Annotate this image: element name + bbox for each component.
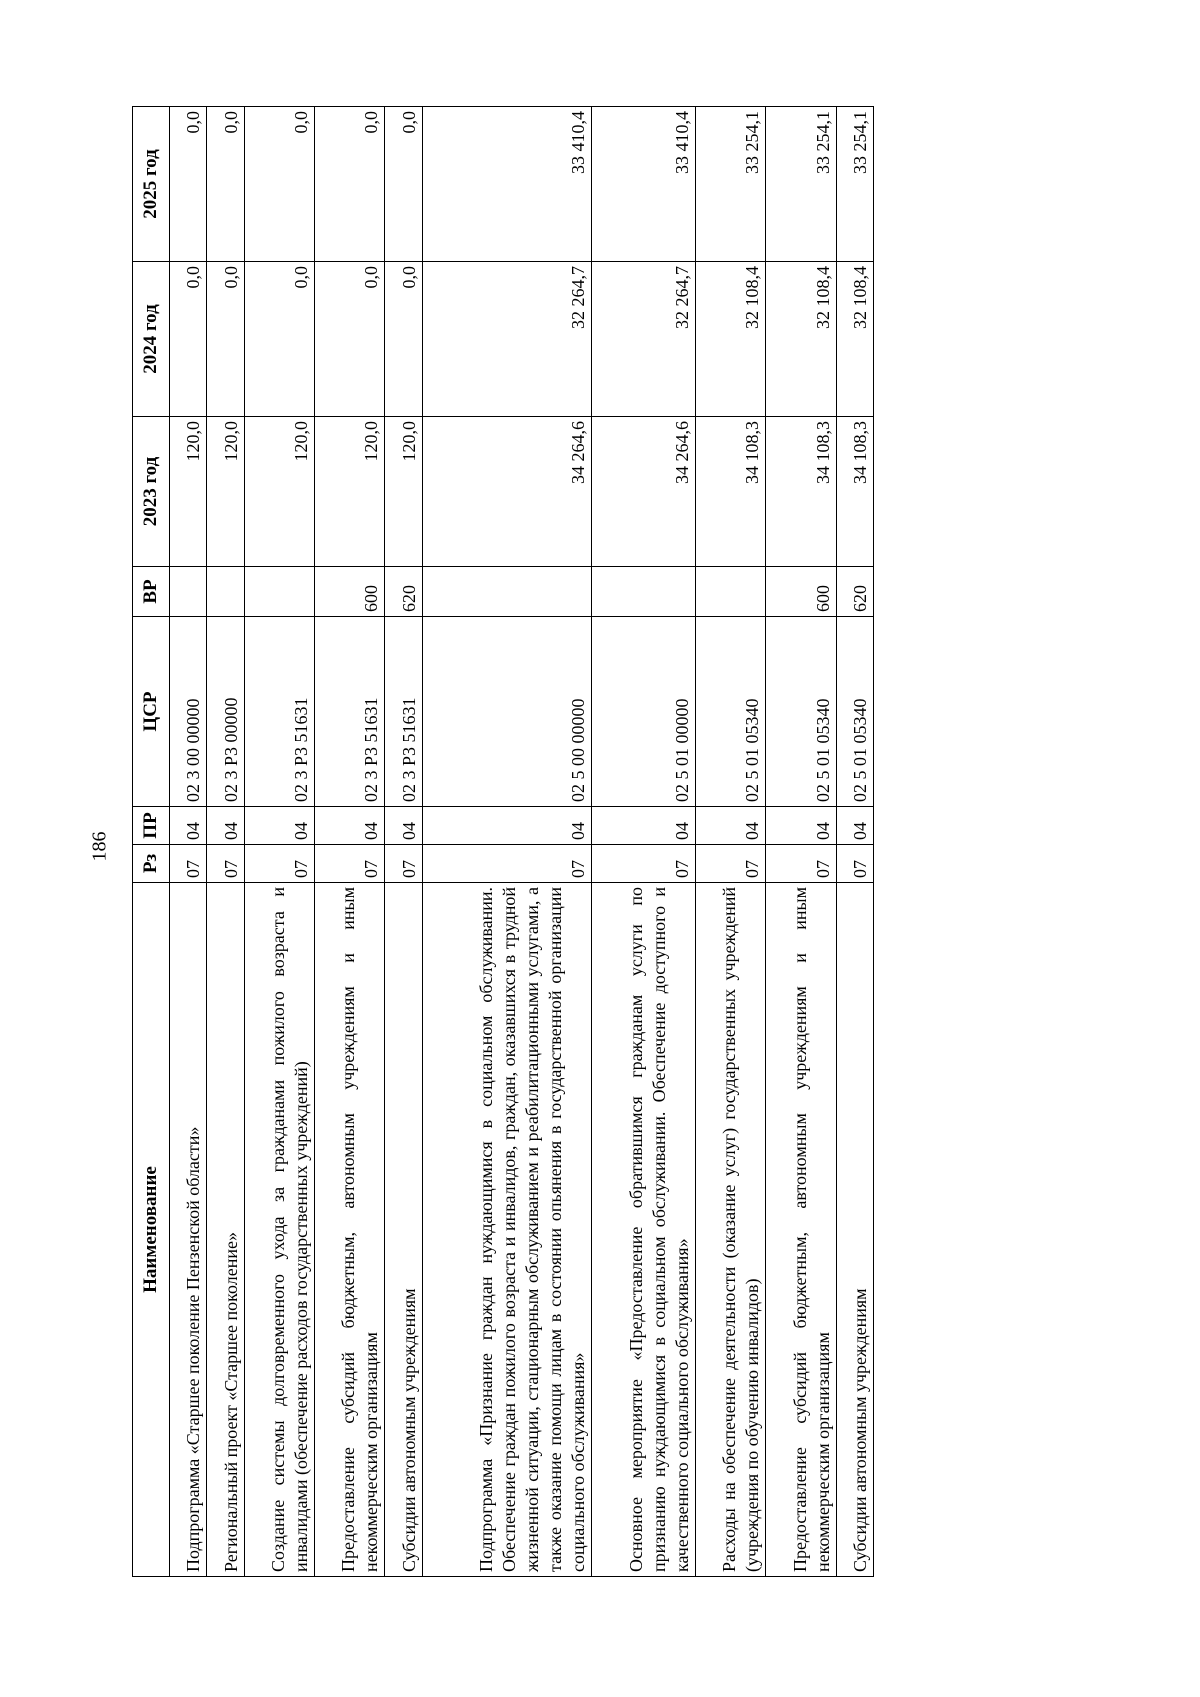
row-vr	[207, 567, 244, 617]
header-pr: ПР	[133, 807, 170, 845]
row-pr: 04	[385, 807, 422, 845]
row-csr: 02 3 00 00000	[170, 617, 207, 807]
row-csr: 02 5 00 00000	[422, 617, 592, 807]
row-2023: 34 108,3	[766, 417, 836, 567]
row-2023: 34 264,6	[422, 417, 592, 567]
table-row	[170, 107, 207, 1577]
table-row	[592, 107, 695, 1577]
row-2025: 0,0	[315, 107, 385, 262]
table-row	[315, 107, 385, 1577]
row-name: Субсидии автономным учреждениям	[836, 883, 873, 1577]
row-pr: 04	[592, 807, 695, 845]
table-row	[836, 107, 873, 1577]
row-2023: 120,0	[244, 417, 314, 567]
row-csr: 02 5 01 00000	[592, 617, 695, 807]
header-vr: ВР	[133, 567, 170, 617]
row-name: Расходы на обеспечение деятельности (оказание услуг) государственных учреждений (учреждения по обучению инвалидов)	[695, 883, 765, 1577]
row-pr: 04	[315, 807, 385, 845]
row-2025: 0,0	[385, 107, 422, 262]
row-2023: 120,0	[315, 417, 385, 567]
row-pr: 04	[836, 807, 873, 845]
table-row	[207, 107, 244, 1577]
row-name: Подпрограмма «Старшее поколение Пензенской области»	[170, 883, 207, 1577]
row-vr	[695, 567, 765, 617]
row-pr: 04	[244, 807, 314, 845]
row-vr: 620	[836, 567, 873, 617]
row-name: Региональный проект «Старшее поколение»	[207, 883, 244, 1577]
row-pr: 04	[170, 807, 207, 845]
row-2024: 32 264,7	[422, 262, 592, 417]
row-2024: 32 264,7	[592, 262, 695, 417]
row-rz: 07	[315, 845, 385, 883]
row-rz: 07	[207, 845, 244, 883]
row-2025: 0,0	[170, 107, 207, 262]
row-2024: 0,0	[207, 262, 244, 417]
row-2024: 32 108,4	[836, 262, 873, 417]
header-2023: 2023 год	[133, 417, 170, 567]
header-2025: 2025 год	[133, 107, 170, 262]
row-name: Предоставление субсидий бюджетным, автономным учреждениям и иным некоммерческим организациям	[315, 883, 385, 1577]
row-vr	[170, 567, 207, 617]
row-rz: 07	[766, 845, 836, 883]
row-vr: 600	[315, 567, 385, 617]
row-rz: 07	[836, 845, 873, 883]
row-vr: 620	[385, 567, 422, 617]
page-number: 186	[88, 831, 111, 862]
row-pr: 04	[695, 807, 765, 845]
row-2024: 32 108,4	[766, 262, 836, 417]
row-2024: 0,0	[244, 262, 314, 417]
row-name: Подпрограмма «Признание граждан нуждающимися в социальном обслуживании. Обеспечение граждан пожилого возраста и инвалидов, граждан, оказавшихся в трудной жизненной ситуации, стационарным обслуживанием и реабилитационными услугами, а также оказание помощи лицам в состоянии опьянения в государственной организации социального обслуживания»	[422, 883, 592, 1577]
row-2025: 33 254,1	[836, 107, 873, 262]
row-2024: 0,0	[170, 262, 207, 417]
row-2024: 0,0	[315, 262, 385, 417]
row-csr: 02 3 P3 00000	[207, 617, 244, 807]
row-vr	[244, 567, 314, 617]
row-2023: 120,0	[207, 417, 244, 567]
row-2023: 34 108,3	[836, 417, 873, 567]
header-2024: 2024 год	[133, 262, 170, 417]
row-pr: 04	[766, 807, 836, 845]
header-csr: ЦСР	[133, 617, 170, 807]
table-header-row	[133, 107, 170, 1577]
row-name: Основное мероприятие «Предоставление обратившимся гражданам услуги по признанию нуждающимися в социальном обслуживании. Обеспечение доступного и качественного социального обслуживания»	[592, 883, 695, 1577]
budget-table	[132, 106, 874, 1577]
row-rz: 07	[170, 845, 207, 883]
row-name: Субсидии автономным учреждениям	[385, 883, 422, 1577]
budget-table-container	[132, 107, 874, 1577]
row-vr	[422, 567, 592, 617]
row-csr: 02 5 01 05340	[766, 617, 836, 807]
row-2025: 33 410,4	[422, 107, 592, 262]
row-2025: 0,0	[244, 107, 314, 262]
row-2024: 32 108,4	[695, 262, 765, 417]
table-row	[244, 107, 314, 1577]
row-rz: 07	[422, 845, 592, 883]
table-row	[695, 107, 765, 1577]
header-name: Наименование	[133, 883, 170, 1577]
row-2023: 34 264,6	[592, 417, 695, 567]
row-csr: 02 3 P3 51631	[385, 617, 422, 807]
row-2025: 33 410,4	[592, 107, 695, 262]
row-pr: 04	[207, 807, 244, 845]
row-name: Предоставление субсидий бюджетным, автономным учреждениям и иным некоммерческим организациям	[766, 883, 836, 1577]
row-2023: 34 108,3	[695, 417, 765, 567]
row-rz: 07	[244, 845, 314, 883]
row-rz: 07	[695, 845, 765, 883]
row-pr: 04	[422, 807, 592, 845]
table-row	[766, 107, 836, 1577]
row-csr: 02 5 01 05340	[695, 617, 765, 807]
row-2025: 33 254,1	[695, 107, 765, 262]
row-csr: 02 3 P3 51631	[315, 617, 385, 807]
row-rz: 07	[385, 845, 422, 883]
row-2025: 0,0	[207, 107, 244, 262]
row-name: Создание системы долговременного ухода за гражданами пожилого возраста и инвалидами (обеспечение расходов государственных учреждений)	[244, 883, 314, 1577]
row-vr: 600	[766, 567, 836, 617]
row-2024: 0,0	[385, 262, 422, 417]
row-2023: 120,0	[385, 417, 422, 567]
header-rz: Рз	[133, 845, 170, 883]
row-vr	[592, 567, 695, 617]
row-2023: 120,0	[170, 417, 207, 567]
table-row	[385, 107, 422, 1577]
row-2025: 33 254,1	[766, 107, 836, 262]
row-csr: 02 3 P3 51631	[244, 617, 314, 807]
table-row	[422, 107, 592, 1577]
row-rz: 07	[592, 845, 695, 883]
row-csr: 02 5 01 05340	[836, 617, 873, 807]
